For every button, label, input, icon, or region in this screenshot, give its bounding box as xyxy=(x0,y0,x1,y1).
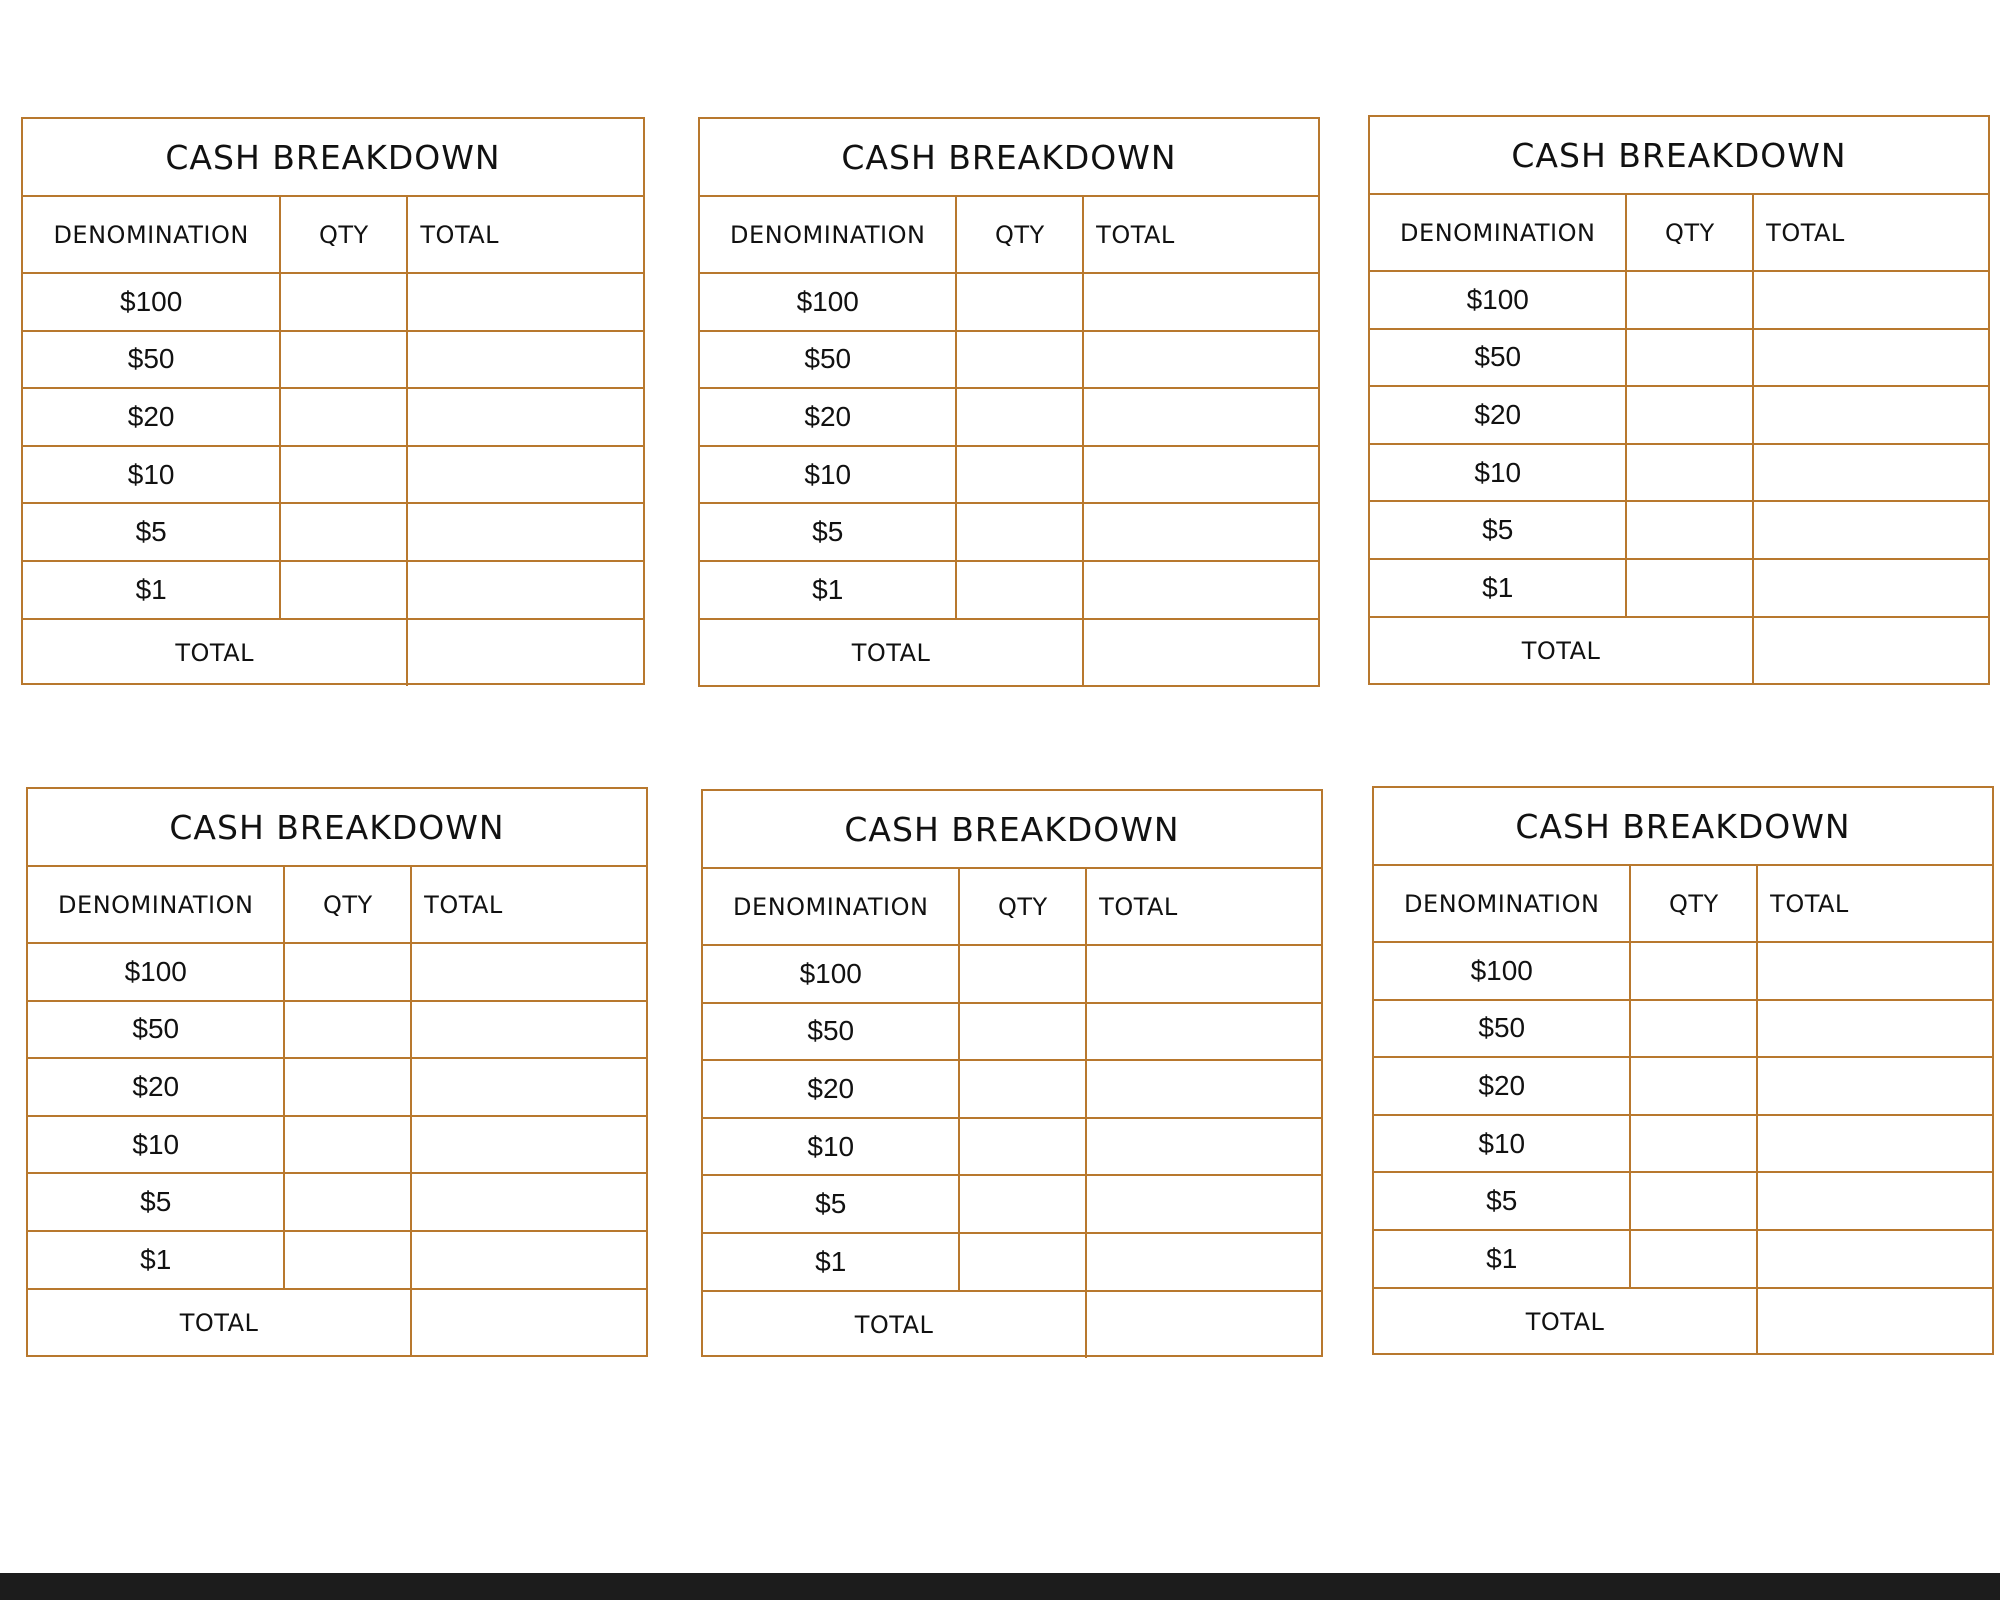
qty-cell[interactable] xyxy=(1626,329,1753,387)
grand-total-label: TOTAL xyxy=(700,619,1083,686)
denomination-label: $20 xyxy=(700,388,956,446)
denomination-row xyxy=(703,1118,1321,1176)
denomination-label: $10 xyxy=(703,1118,959,1176)
denomination-label: $50 xyxy=(703,1003,959,1061)
total-cell[interactable] xyxy=(1086,945,1321,1003)
denomination-row xyxy=(700,446,1318,504)
breakdown-grid xyxy=(23,197,643,686)
denomination-row xyxy=(1370,271,1988,329)
denomination-label: $1 xyxy=(23,561,280,619)
header-denomination: DENOMINATION xyxy=(703,869,959,945)
qty-cell[interactable] xyxy=(280,446,407,504)
cash-breakdown-table xyxy=(26,787,648,1357)
denomination-row xyxy=(700,503,1318,561)
grand-total-cell[interactable] xyxy=(1757,1288,1992,1355)
grand-total-cell[interactable] xyxy=(1086,1291,1321,1358)
header-total: TOTAL xyxy=(407,197,643,273)
breakdown-grid xyxy=(703,869,1321,1358)
qty-cell[interactable] xyxy=(284,1231,411,1289)
total-cell[interactable] xyxy=(411,1001,646,1059)
header-row xyxy=(703,869,1321,945)
table-title: CASH BREAKDOWN xyxy=(28,789,646,867)
grand-total-row xyxy=(28,1289,646,1356)
qty-cell[interactable] xyxy=(284,1001,411,1059)
total-cell[interactable] xyxy=(1753,444,1988,502)
header-qty: QTY xyxy=(280,197,407,273)
denomination-row xyxy=(1374,942,1992,1000)
denomination-label: $1 xyxy=(1374,1230,1630,1288)
denomination-label: $50 xyxy=(23,331,280,389)
qty-cell[interactable] xyxy=(959,1003,1086,1061)
denomination-label: $5 xyxy=(28,1173,284,1231)
cash-breakdown-table xyxy=(698,117,1320,687)
grand-total-cell[interactable] xyxy=(407,619,643,686)
denomination-label: $5 xyxy=(703,1175,959,1233)
qty-cell[interactable] xyxy=(959,1175,1086,1233)
denomination-label: $1 xyxy=(28,1231,284,1289)
denomination-row xyxy=(28,1001,646,1059)
qty-cell[interactable] xyxy=(280,331,407,389)
denomination-label: $10 xyxy=(23,446,280,504)
denomination-row xyxy=(1374,1172,1992,1230)
denomination-row xyxy=(23,503,643,561)
denomination-row xyxy=(28,1231,646,1289)
breakdown-grid xyxy=(1370,195,1988,684)
header-denomination: DENOMINATION xyxy=(23,197,280,273)
denomination-row xyxy=(700,331,1318,389)
denomination-row xyxy=(703,1060,1321,1118)
denomination-row xyxy=(28,1116,646,1174)
qty-cell[interactable] xyxy=(1630,1115,1757,1173)
qty-cell[interactable] xyxy=(956,446,1083,504)
qty-cell[interactable] xyxy=(1630,1172,1757,1230)
denomination-row xyxy=(1370,329,1988,387)
grand-total-label: TOTAL xyxy=(28,1289,411,1356)
header-total: TOTAL xyxy=(411,867,646,943)
denomination-label: $50 xyxy=(1370,329,1626,387)
denomination-label: $100 xyxy=(1374,942,1630,1000)
total-cell[interactable] xyxy=(407,561,643,619)
qty-cell[interactable] xyxy=(1630,1230,1757,1288)
breakdown-grid xyxy=(1374,866,1992,1355)
header-qty: QTY xyxy=(1630,866,1757,942)
header-total: TOTAL xyxy=(1757,866,1992,942)
qty-cell[interactable] xyxy=(1630,1057,1757,1115)
total-cell[interactable] xyxy=(411,1173,646,1231)
qty-cell[interactable] xyxy=(959,1233,1086,1291)
denomination-label: $20 xyxy=(28,1058,284,1116)
total-cell[interactable] xyxy=(407,446,643,504)
denomination-row xyxy=(703,945,1321,1003)
qty-cell[interactable] xyxy=(956,331,1083,389)
qty-cell[interactable] xyxy=(956,561,1083,619)
qty-cell[interactable] xyxy=(284,1116,411,1174)
denomination-row xyxy=(23,561,643,619)
denomination-row xyxy=(703,1175,1321,1233)
table-title: CASH BREAKDOWN xyxy=(1370,117,1988,195)
denomination-label: $1 xyxy=(700,561,956,619)
header-row xyxy=(1374,866,1992,942)
qty-cell[interactable] xyxy=(959,1060,1086,1118)
total-cell[interactable] xyxy=(1086,1233,1321,1291)
breakdown-grid xyxy=(700,197,1318,686)
grand-total-cell[interactable] xyxy=(1753,617,1988,684)
header-row xyxy=(28,867,646,943)
qty-cell[interactable] xyxy=(280,561,407,619)
denomination-row xyxy=(1374,1000,1992,1058)
grand-total-row xyxy=(703,1291,1321,1358)
grand-total-cell[interactable] xyxy=(411,1289,646,1356)
total-cell[interactable] xyxy=(407,388,643,446)
grand-total-cell[interactable] xyxy=(1083,619,1318,686)
denomination-row xyxy=(1370,386,1988,444)
qty-cell[interactable] xyxy=(959,1118,1086,1176)
total-cell[interactable] xyxy=(411,1058,646,1116)
header-qty: QTY xyxy=(1626,195,1753,271)
qty-cell[interactable] xyxy=(280,273,407,331)
denomination-row xyxy=(700,388,1318,446)
qty-cell[interactable] xyxy=(1630,1000,1757,1058)
total-cell[interactable] xyxy=(407,273,643,331)
denomination-label: $50 xyxy=(700,331,956,389)
denomination-label: $20 xyxy=(1374,1057,1630,1115)
denomination-row xyxy=(1374,1057,1992,1115)
total-cell[interactable] xyxy=(1753,386,1988,444)
header-qty: QTY xyxy=(284,867,411,943)
total-cell[interactable] xyxy=(407,331,643,389)
total-cell[interactable] xyxy=(1086,1003,1321,1061)
qty-cell[interactable] xyxy=(959,945,1086,1003)
total-cell[interactable] xyxy=(1757,1115,1992,1173)
denomination-row xyxy=(28,1058,646,1116)
denomination-row xyxy=(1374,1115,1992,1173)
denomination-label: $100 xyxy=(28,943,284,1001)
denomination-row xyxy=(1370,444,1988,502)
denomination-label: $100 xyxy=(1370,271,1626,329)
breakdown-grid xyxy=(28,867,646,1356)
denomination-row xyxy=(700,273,1318,331)
denomination-label: $100 xyxy=(23,273,280,331)
header-row xyxy=(700,197,1318,273)
denomination-label: $20 xyxy=(23,388,280,446)
denomination-label: $20 xyxy=(1370,386,1626,444)
denomination-label: $1 xyxy=(703,1233,959,1291)
header-denomination: DENOMINATION xyxy=(1374,866,1630,942)
total-cell[interactable] xyxy=(1757,1057,1992,1115)
header-denomination: DENOMINATION xyxy=(1370,195,1626,271)
table-title: CASH BREAKDOWN xyxy=(703,791,1321,869)
header-row xyxy=(1370,195,1988,271)
header-denomination: DENOMINATION xyxy=(700,197,956,273)
header-total: TOTAL xyxy=(1753,195,1988,271)
denomination-label: $10 xyxy=(28,1116,284,1174)
qty-cell[interactable] xyxy=(1626,271,1753,329)
qty-cell[interactable] xyxy=(280,388,407,446)
qty-cell[interactable] xyxy=(956,273,1083,331)
total-cell[interactable] xyxy=(1753,271,1988,329)
header-qty: QTY xyxy=(956,197,1083,273)
denomination-label: $5 xyxy=(23,503,280,561)
denomination-row xyxy=(23,388,643,446)
qty-cell[interactable] xyxy=(284,1058,411,1116)
total-cell[interactable] xyxy=(1083,388,1318,446)
total-cell[interactable] xyxy=(411,1231,646,1289)
total-cell[interactable] xyxy=(1086,1175,1321,1233)
qty-cell[interactable] xyxy=(956,388,1083,446)
denomination-row xyxy=(23,446,643,504)
grand-total-label: TOTAL xyxy=(703,1291,1086,1358)
denomination-row xyxy=(703,1003,1321,1061)
total-cell[interactable] xyxy=(1757,942,1992,1000)
denomination-row xyxy=(700,561,1318,619)
denomination-label: $50 xyxy=(28,1001,284,1059)
denomination-row xyxy=(703,1233,1321,1291)
denomination-label: $10 xyxy=(700,446,956,504)
header-total: TOTAL xyxy=(1083,197,1318,273)
header-total: TOTAL xyxy=(1086,869,1321,945)
cash-breakdown-table xyxy=(21,117,645,685)
cash-breakdown-table xyxy=(1372,786,1994,1355)
denomination-label: $100 xyxy=(703,945,959,1003)
cash-breakdown-table xyxy=(701,789,1323,1357)
header-qty: QTY xyxy=(959,869,1086,945)
total-cell[interactable] xyxy=(1753,559,1988,617)
total-cell[interactable] xyxy=(1753,329,1988,387)
denomination-row xyxy=(28,943,646,1001)
grand-total-label: TOTAL xyxy=(23,619,407,686)
denomination-row xyxy=(1370,501,1988,559)
cash-breakdown-table xyxy=(1368,115,1990,685)
total-cell[interactable] xyxy=(1757,1172,1992,1230)
grand-total-row xyxy=(1374,1288,1992,1355)
qty-cell[interactable] xyxy=(1626,559,1753,617)
header-row xyxy=(23,197,643,273)
denomination-label: $5 xyxy=(1370,501,1626,559)
total-cell[interactable] xyxy=(1753,501,1988,559)
grand-total-row xyxy=(1370,617,1988,684)
denomination-row xyxy=(23,273,643,331)
total-cell[interactable] xyxy=(1086,1118,1321,1176)
qty-cell[interactable] xyxy=(1630,942,1757,1000)
total-cell[interactable] xyxy=(411,1116,646,1174)
total-cell[interactable] xyxy=(1083,331,1318,389)
grand-total-label: TOTAL xyxy=(1370,617,1753,684)
denomination-row xyxy=(1374,1230,1992,1288)
denomination-label: $5 xyxy=(700,503,956,561)
total-cell[interactable] xyxy=(1086,1060,1321,1118)
grand-total-row xyxy=(700,619,1318,686)
grand-total-label: TOTAL xyxy=(1374,1288,1757,1355)
denomination-label: $100 xyxy=(700,273,956,331)
denomination-row xyxy=(28,1173,646,1231)
denomination-label: $10 xyxy=(1374,1115,1630,1173)
qty-cell[interactable] xyxy=(1626,501,1753,559)
total-cell[interactable] xyxy=(1083,273,1318,331)
total-cell[interactable] xyxy=(1757,1230,1992,1288)
total-cell[interactable] xyxy=(1083,503,1318,561)
qty-cell[interactable] xyxy=(284,943,411,1001)
total-cell[interactable] xyxy=(411,943,646,1001)
bottom-bar xyxy=(0,1573,2000,1600)
header-denomination: DENOMINATION xyxy=(28,867,284,943)
qty-cell[interactable] xyxy=(1626,386,1753,444)
denomination-label: $50 xyxy=(1374,1000,1630,1058)
table-title: CASH BREAKDOWN xyxy=(23,119,643,197)
denomination-row xyxy=(1370,559,1988,617)
qty-cell[interactable] xyxy=(284,1173,411,1231)
table-title: CASH BREAKDOWN xyxy=(700,119,1318,197)
total-cell[interactable] xyxy=(1083,561,1318,619)
denomination-label: $20 xyxy=(703,1060,959,1118)
table-title: CASH BREAKDOWN xyxy=(1374,788,1992,866)
grand-total-row xyxy=(23,619,643,686)
total-cell[interactable] xyxy=(407,503,643,561)
denomination-label: $10 xyxy=(1370,444,1626,502)
denomination-label: $5 xyxy=(1374,1172,1630,1230)
qty-cell[interactable] xyxy=(280,503,407,561)
denomination-row xyxy=(23,331,643,389)
denomination-label: $1 xyxy=(1370,559,1626,617)
total-cell[interactable] xyxy=(1757,1000,1992,1058)
qty-cell[interactable] xyxy=(1626,444,1753,502)
total-cell[interactable] xyxy=(1083,446,1318,504)
qty-cell[interactable] xyxy=(956,503,1083,561)
